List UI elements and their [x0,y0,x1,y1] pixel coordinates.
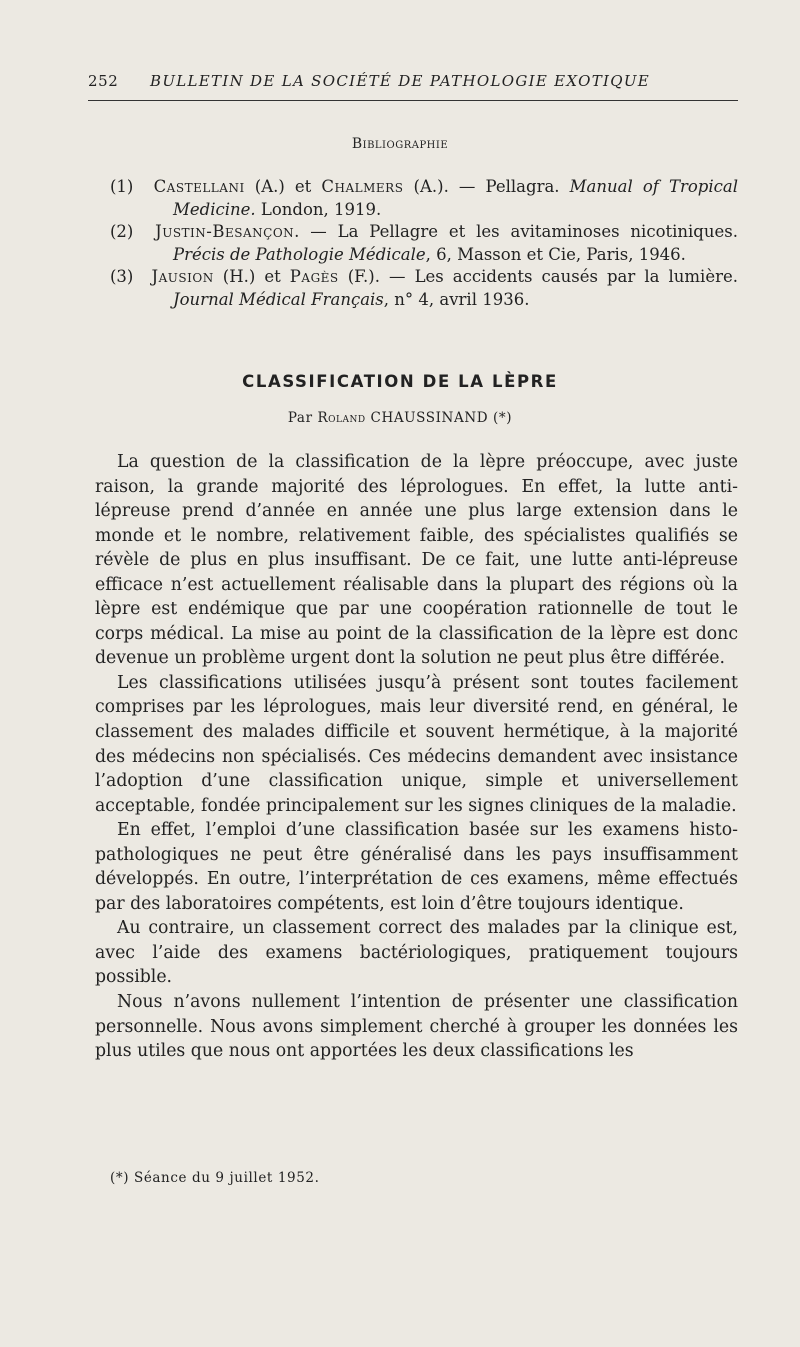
reference-item: (2) Justin-Besançon. — La Pellagre et les avitaminoses nicotiniques. Précis de Pathologie Médicale, 6, Masson et Cie, Paris, 1946. [110,222,738,264]
body-paragraph: Les classifications utilisées jusqu’à présent sont toutes facilement comprises par les léprologues, mais leur diversité rend, en général, le classement des malades difficile et souvent hermétique, à la majorité des médecins non spécialisés. Ces médecins demandent avec insistance l’adoption d’une classification unique, simple et universellement acceptable, fondée principalement sur les signes cliniques de la maladie. [95,672,738,816]
byline: Par Roland CHAUSSINAND (*) [287,410,513,426]
reference-item: (1) Castellani (A.) et Chalmers (A.). — Pellagra. Manual of Tropical Medicine. London, 1919. [110,177,738,219]
body-paragraph: La question de la classification de la lèpre préoccupe, avec juste raison, la grande majorité des léprologues. En effet, la lutte anti-lépreuse prend d’année en année une plus large extension dans le monde et le nombre, relativement faible, des spécialistes qualifiés se révèle de plus en plus insuffisant. De ce fait, une lutte anti-lépreuse efficace n’est actuellement réalisable dans la plupart des régions où la lèpre est endémique que par une coopération rationnelle de tout le corps médical. La mise au point de la classification de la lèpre est donc devenue un problème urgent dont la solution ne peut plus être différée. [95,452,738,669]
bibliography-heading: Bibliographie [351,136,449,152]
bibliography-list [110,176,738,311]
body-paragraph: En effet, l’emploi d’une classification basée sur les examens histo-pathologiques ne peut être généralisé dans les pays insuffisamment développés. En outre, l’interprétation de ces examens, même effectués par des laboratoires compétents, est loin d’être toujours identique. [95,820,738,914]
footnote: (*) Séance du 9 juillet 1952. [110,1170,320,1186]
body-paragraph: Au contraire, un classement correct des malades par la clinique est, avec l’aide des examens bactériologiques, pratiquement toujours possible. [95,918,738,988]
running-header [88,72,738,90]
reference-item: (3) Jausion (H.) et Pagès (F.). — Les accidents causés par la lumière. Journal Médical Français, n° 4, avril 1936. [110,267,738,309]
footnote-marker: (*) [488,410,513,426]
article-title: CLASSIFICATION DE LA LÈPRE [242,372,558,391]
article-body [95,450,738,1064]
header-rule [88,100,738,101]
body-paragraph: Nous n’avons nullement l’intention de présenter une classification personnelle. Nous avons simplement cherché à grouper les données les plus utiles que nous ont apportées les deux classifications les [95,992,738,1062]
page-number: 252 [88,72,119,90]
journal-title: BULLETIN DE LA SOCIÉTÉ DE PATHOLOGIE EXOTIQUE [150,72,651,90]
